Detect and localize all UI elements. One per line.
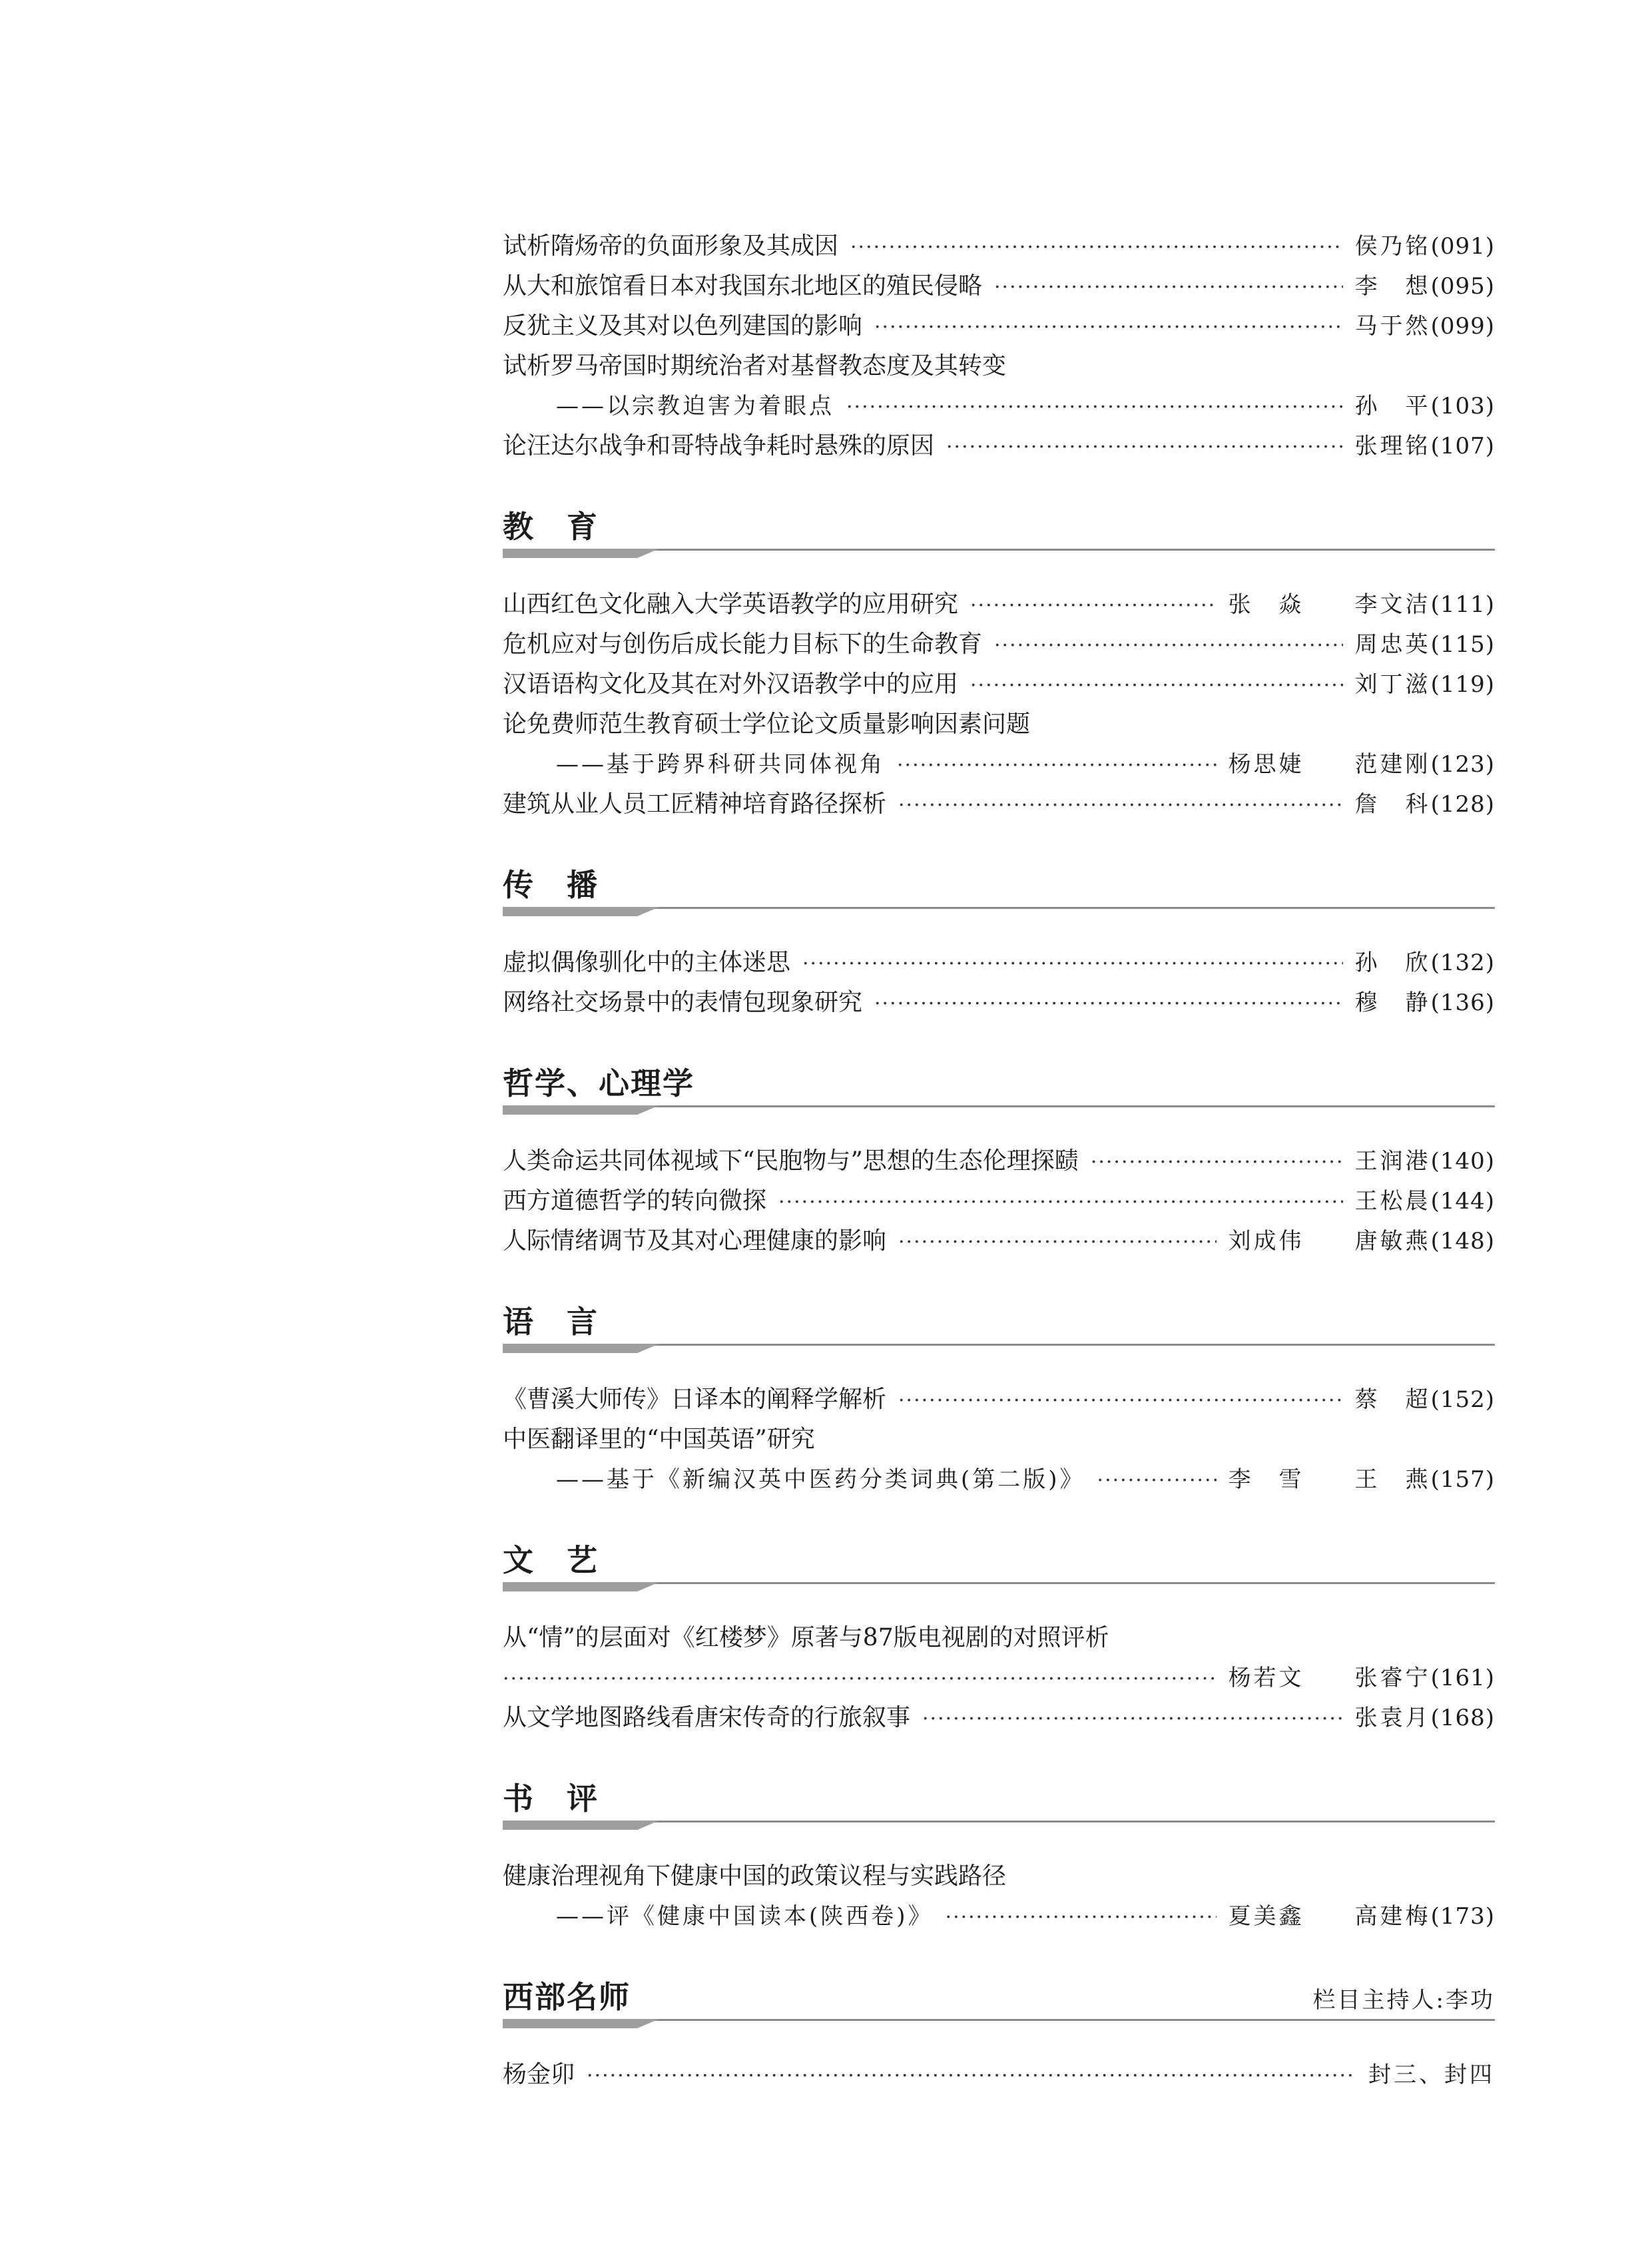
toc-entry: [503, 386, 1495, 426]
entry-page: (132): [1430, 950, 1495, 976]
section-rule: [503, 1344, 1495, 1366]
toc-entry: [503, 1181, 1495, 1221]
entry-title: 建筑从业人员工匠精神培育路径探析: [503, 790, 887, 818]
leader-dots: [897, 746, 1217, 786]
leader-dots: [922, 1699, 1343, 1739]
entry-page: (168): [1430, 1705, 1495, 1731]
section-header: [503, 1300, 1495, 1344]
leader-dots: [1091, 1143, 1343, 1183]
toc-entry: [503, 1658, 1495, 1698]
toc-entry: [503, 1141, 1495, 1181]
section-title: 传 播: [503, 867, 599, 903]
entry-page: (107): [1430, 433, 1495, 459]
section-title: 哲学、心理学: [503, 1065, 694, 1101]
entry-author: 孙 平: [1354, 393, 1431, 420]
toc-entry: [503, 1896, 1495, 1936]
leader-dots: [850, 228, 1343, 268]
toc-entry: [503, 226, 1495, 266]
entry-title: 汉语语构文化及其在对外汉语教学中的应用: [503, 671, 959, 698]
entry-author: 李 想: [1354, 273, 1431, 300]
rule-bar: [503, 2019, 659, 2028]
entry-title: 论汪达尔战争和哥特战争耗时悬殊的原因: [503, 432, 935, 459]
leader-dots: [874, 984, 1343, 1024]
entry-author: 孙 欣: [1354, 950, 1431, 976]
entry-title: 从文学地图路线看唐宋传奇的行旅叙事: [503, 1704, 911, 1731]
toc-entry: [503, 1221, 1495, 1261]
entry-author: 侯乃铭: [1354, 233, 1431, 260]
entry-author: 夏美鑫 高建梅: [1228, 1903, 1431, 1930]
entry-title: 西方道德哲学的转向微探: [503, 1187, 767, 1215]
leader-dots: [1097, 1461, 1217, 1501]
section-header: [503, 1061, 1495, 1105]
entry-title: ——基于跨界科研共同体视角: [556, 751, 885, 778]
entry-page: (119): [1430, 671, 1495, 698]
section-title: 文 艺: [503, 1542, 599, 1578]
toc-section: [503, 505, 1495, 824]
entry-page: (111): [1430, 591, 1495, 618]
leader-dots: [503, 1659, 1217, 1699]
leader-dots: [587, 2056, 1356, 2096]
entry-author: 马于然: [1354, 313, 1431, 340]
leader-dots: [970, 666, 1343, 706]
entry-page: (136): [1430, 989, 1495, 1016]
entry-title: 虚拟偶像驯化中的主体迷思: [503, 949, 791, 976]
section-rule: [503, 549, 1495, 571]
entry-title: 网络社交场景中的表情包现象研究: [503, 989, 863, 1016]
entry-title: ——以宗教迫害为着眼点: [556, 393, 834, 420]
entry-page: (099): [1430, 313, 1495, 340]
leader-dots: [898, 1381, 1343, 1421]
entry-title: 危机应对与创伤后成长能力目标下的生命教育: [503, 631, 983, 658]
toc-section: [503, 1777, 1495, 1936]
toc-entry: [503, 744, 1495, 784]
entry-title: 中医翻译里的“中国英语”研究: [503, 1426, 815, 1453]
entry-page: (152): [1430, 1386, 1495, 1413]
entry-title: 杨金卯: [503, 2061, 575, 2088]
entry-author: 封三、封四: [1368, 2062, 1495, 2088]
entry-title: 反犹主义及其对以色列建国的影响: [503, 312, 863, 340]
leader-dots: [970, 586, 1217, 626]
entry-page: (091): [1430, 233, 1495, 260]
toc-entry: [503, 983, 1495, 1023]
section-title: 教 育: [503, 509, 599, 545]
leader-dots: [898, 786, 1343, 826]
entry-author: 王松晨: [1354, 1188, 1431, 1215]
entry-title: 论免费师范生教育硕士学位论文质量影响因素问题: [503, 710, 1031, 738]
leader-dots: [874, 308, 1343, 348]
rule-bar: [503, 1344, 659, 1353]
toc-entry: [503, 1420, 1495, 1460]
leader-dots: [778, 1183, 1343, 1223]
entry-title: 从“情”的层面对《红楼梦》原著与87版电视剧的对照评析: [503, 1624, 1109, 1651]
leader-dots: [994, 268, 1343, 308]
section-rule: [503, 1582, 1495, 1605]
toc-entry: [503, 426, 1495, 466]
toc-entry: [503, 1698, 1495, 1738]
entry-author: 杨思婕 范建刚: [1228, 751, 1431, 778]
entry-title: 从大和旅馆看日本对我国东北地区的殖民侵略: [503, 272, 983, 300]
leader-dots: [994, 626, 1343, 666]
section-header: [503, 1538, 1495, 1582]
toc-entry: [503, 665, 1495, 704]
entry-page: (140): [1430, 1148, 1495, 1175]
leader-dots: [802, 944, 1343, 984]
entry-page: (144): [1430, 1188, 1495, 1215]
entry-page: (128): [1430, 791, 1495, 818]
section-header: [503, 1975, 1495, 2019]
entry-author: 王润港: [1354, 1148, 1431, 1175]
toc-entry: [503, 266, 1495, 306]
entry-page: (095): [1430, 273, 1495, 300]
rule-bar: [503, 907, 659, 916]
entry-page: (103): [1430, 393, 1495, 420]
entry-page: (148): [1430, 1228, 1495, 1255]
section-rule: [503, 1105, 1495, 1128]
toc-section: [503, 1975, 1495, 2095]
entry-author: 詹 科: [1354, 791, 1431, 818]
entry-author: 刘成伟 唐敏燕: [1228, 1228, 1431, 1255]
entry-title: 健康治理视角下健康中国的政策议程与实践路径: [503, 1862, 1007, 1890]
toc-entry: [503, 625, 1495, 665]
toc-entry: [503, 1856, 1495, 1896]
entry-page: (123): [1430, 751, 1495, 778]
entry-author: 张袁月: [1354, 1705, 1431, 1731]
rule-bar: [503, 1821, 659, 1830]
toc-entry: [503, 704, 1495, 744]
entry-author: 李 雪 王 燕: [1228, 1466, 1431, 1493]
entry-title: 《曹溪大师传》日译本的阐释学解析: [503, 1386, 887, 1413]
section-rule: [503, 907, 1495, 930]
entry-title: ——评《健康中国读本(陕西卷)》: [556, 1903, 934, 1930]
entry-title: 人际情绪调节及其对心理健康的影响: [503, 1227, 887, 1255]
toc-section: [503, 1538, 1495, 1738]
section-title: 书 评: [503, 1781, 599, 1817]
toc-entry: [503, 1618, 1495, 1658]
leader-dots: [946, 427, 1343, 467]
entry-author: 穆 静: [1354, 989, 1431, 1016]
toc-entry: [503, 943, 1495, 983]
leader-dots: [898, 1223, 1217, 1262]
toc-entry: [503, 306, 1495, 346]
toc-entry: [503, 2055, 1495, 2095]
entry-author: 刘丁滋: [1354, 671, 1431, 698]
entry-author: 杨若文 张睿宁: [1228, 1665, 1431, 1691]
section-title: 语 言: [503, 1304, 599, 1340]
entry-author: 张 焱 李文洁: [1228, 591, 1431, 618]
entry-title: 试析隋炀帝的负面形象及其成因: [503, 232, 839, 260]
entry-page: (157): [1430, 1466, 1495, 1493]
leader-dots: [946, 1898, 1217, 1938]
toc-entry: [503, 346, 1495, 386]
entry-title: ——基于《新编汉英中医药分类词典(第二版)》: [556, 1466, 1085, 1493]
section-rule: [503, 2019, 1495, 2042]
entry-title: 山西红色文化融入大学英语教学的应用研究: [503, 591, 959, 618]
entry-author: 周忠英: [1354, 631, 1431, 658]
section-rule: [503, 1821, 1495, 1843]
toc-entry: [503, 1380, 1495, 1420]
entry-page: (115): [1430, 631, 1495, 658]
table-of-contents: [503, 226, 1495, 2095]
toc-entry: [503, 784, 1495, 824]
rule-bar: [503, 1105, 659, 1115]
toc-section: [503, 863, 1495, 1023]
toc-section: [503, 226, 1495, 466]
rule-bar: [503, 549, 659, 558]
section-header: [503, 863, 1495, 907]
entry-title: 试析罗马帝国时期统治者对基督教态度及其转变: [503, 352, 1007, 380]
toc-section: [503, 1300, 1495, 1500]
toc-entry: [503, 585, 1495, 625]
entry-page: (173): [1430, 1903, 1495, 1930]
section-title: 西部名师: [503, 1979, 631, 2015]
section-host: 栏目主持人:李功: [1312, 1987, 1495, 2014]
section-header: [503, 1777, 1495, 1821]
entry-author: 张理铭: [1354, 433, 1431, 459]
leader-dots: [846, 388, 1343, 427]
toc-section: [503, 1061, 1495, 1261]
section-header: [503, 505, 1495, 549]
entry-title: 人类命运共同体视域下“民胞物与”思想的生态伦理探赜: [503, 1147, 1079, 1175]
entry-author: 蔡 超: [1354, 1386, 1431, 1413]
toc-entry: [503, 1460, 1495, 1500]
entry-page: (161): [1430, 1665, 1495, 1691]
rule-bar: [503, 1582, 659, 1591]
